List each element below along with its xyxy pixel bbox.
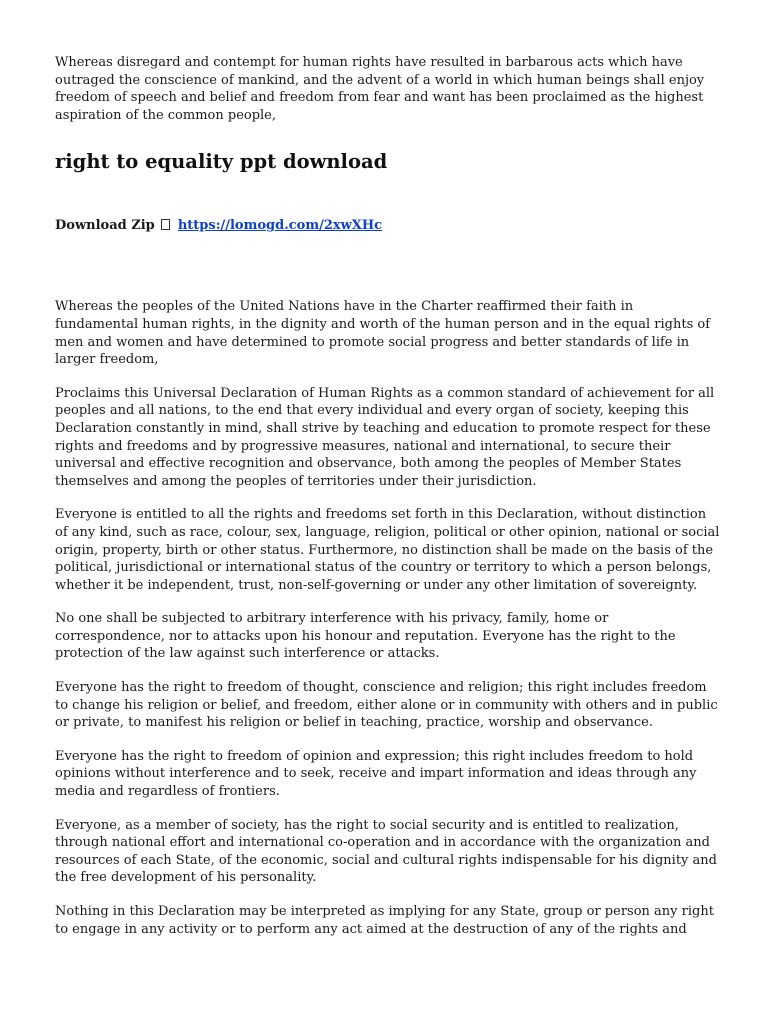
page-title: right to equality ppt download: [55, 150, 388, 174]
paragraph-2: Proclaims this Universal Declaration of Human Rights as a common standard of achievement for all peoples and all nations, to the end that every individual and every organ of society, keeping this Declaration constantly in mind, shall strive by teaching and education to promote respect for these rights and freedoms and by progressive measures, national and international, to secure their universal and effective recognition and observance, both among the peoples of Member States themselves and among the peoples of territories under their jurisdiction.: [55, 385, 715, 489]
paragraph-7: Everyone, as a member of society, has the right to social security and is entitled to realization, through national effort and international co-operation and in accordance with the organization and resources of each State, of the economic, social and cultural rights indispensable for his dignity and the free development of his personality.: [55, 817, 717, 886]
paragraph-3: Everyone is entitled to all the rights and freedoms set forth in this Declaration, without distinction of any kind, such as race, colour, sex, language, religion, political or other opinion, national or social origin, property, birth or other status. Furthermore, no distinction shall be made on the basis of the political, jurisdictional or international status of the country or territory to which a person belongs, whether it be independent, trust, non-self-governing or under any other limitation of sovereignty.: [55, 507, 720, 593]
paragraph-1: Whereas the peoples of the United Nations have in the Charter reaffirmed their faith in fundamental human rights, in the dignity and worth of the human person and in the equal rights of men and women and have determined to promote social progress and better standards of life in larger freedom,: [55, 299, 711, 368]
paragraph-6: Everyone has the right to freedom of opinion and expression; this right includes freedom to hold opinions without interference and to seek, receive and impart information and ideas through any media and regardless of frontiers.: [55, 748, 697, 800]
download-line: [55, 217, 720, 234]
document-page: [55, 54, 720, 954]
paragraph-8: Nothing in this Declaration may be interpreted as implying for any State, group or person any right to engage in any activity or to perform any act aimed at the destruction of any of the rights and: [55, 904, 714, 937]
download-label: Download Zip: [55, 218, 155, 234]
download-link[interactable]: https://lomogd.com/2xwXHc: [177, 218, 383, 234]
paragraph-4: No one shall be subjected to arbitrary interference with his privacy, family, home or correspondence, nor to attacks upon his honour and reputation. Everyone has the right to the protection of the law against such interference or attacks.: [55, 611, 676, 662]
paragraph-5: Everyone has the right to freedom of thought, conscience and religion; this right includes freedom to change his religion or belief, and freedom, either alone or in community with others and in public or private, to manifest his religion or belief in teaching, practice, worship and observance.: [55, 680, 718, 731]
intro-paragraph: Whereas disregard and contempt for human rights have resulted in barbarous acts which have outraged the conscience of mankind, and the advent of a world in which human beings shall enjoy freedom of speech and belief and freedom from fear and want has been proclaimed as the highest aspiration of the common people,: [55, 55, 705, 123]
arrow-icon: [161, 219, 170, 230]
spacer: [55, 234, 720, 298]
